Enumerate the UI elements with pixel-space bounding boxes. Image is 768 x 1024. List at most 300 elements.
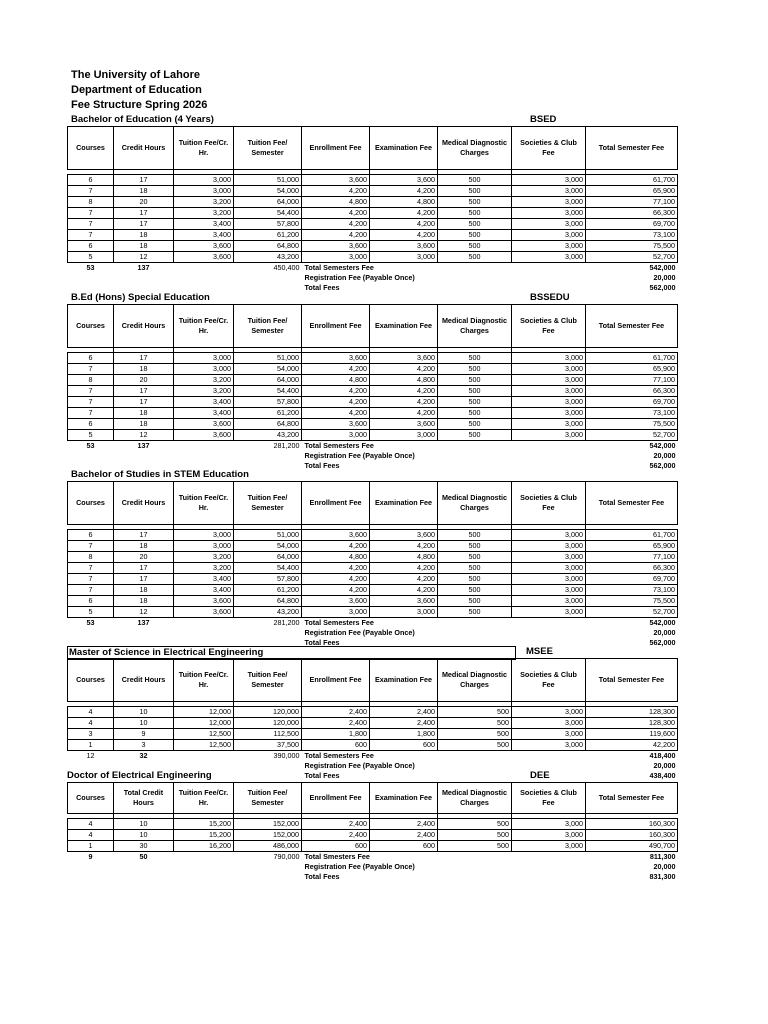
table-header-row <box>68 482 678 525</box>
table-cell: 20 <box>114 197 174 208</box>
table-cell: 3,000 <box>512 197 586 208</box>
table-cell: 2,400 <box>370 819 438 830</box>
table-cell: 4,800 <box>302 552 370 563</box>
table-cell: 43,200 <box>234 607 302 618</box>
table-cell: 64,800 <box>234 241 302 252</box>
table-cell: 8 <box>68 197 114 208</box>
registration-value: 20,000 <box>653 451 676 460</box>
table-cell: 12,500 <box>174 729 234 740</box>
table-row <box>68 397 678 408</box>
table-cell: 3,000 <box>370 607 438 618</box>
table-row <box>68 563 678 574</box>
table-cell: 500 <box>438 740 512 751</box>
table-cell: 17 <box>114 219 174 230</box>
table-cell: 18 <box>114 585 174 596</box>
table-row <box>68 830 678 841</box>
table-cell: 2,400 <box>302 718 370 729</box>
table-row <box>68 729 678 740</box>
registration-label: Registration Fee (Payable Once) <box>304 862 415 871</box>
table-cell: 9 <box>114 729 174 740</box>
table-cell: 500 <box>438 718 512 729</box>
table-cell: 500 <box>438 386 512 397</box>
table-row <box>68 740 678 751</box>
table-cell: 18 <box>114 241 174 252</box>
table-cell: 66,300 <box>586 208 678 219</box>
column-header: Enrollment Fee <box>302 482 370 525</box>
table-cell: 3,000 <box>512 541 586 552</box>
total-credit-hours: 137 <box>137 441 150 450</box>
program-code: BSED <box>530 114 557 125</box>
department-name: Department of Education <box>71 84 202 96</box>
table-row <box>68 186 678 197</box>
table-cell: 4,200 <box>370 574 438 585</box>
table-cell: 4 <box>68 718 114 729</box>
table-cell: 17 <box>114 353 174 364</box>
table-row <box>68 707 678 718</box>
table-cell: 4,200 <box>302 186 370 197</box>
table-cell: 12,500 <box>174 740 234 751</box>
table-cell: 3,200 <box>174 386 234 397</box>
table-cell: 128,300 <box>586 718 678 729</box>
table-cell: 500 <box>438 230 512 241</box>
table-cell: 3,000 <box>512 718 586 729</box>
table-cell: 57,800 <box>234 397 302 408</box>
table-row <box>68 375 678 386</box>
column-header: Tuition Fee/Cr. Hr. <box>174 783 234 814</box>
table-cell: 66,300 <box>586 563 678 574</box>
table-cell: 64,000 <box>234 197 302 208</box>
table-cell: 7 <box>68 585 114 596</box>
table-cell: 18 <box>114 408 174 419</box>
table-row <box>68 241 678 252</box>
table-cell: 4,200 <box>370 208 438 219</box>
table-cell: 3,000 <box>512 386 586 397</box>
table-cell: 6 <box>68 241 114 252</box>
table-row <box>68 386 678 397</box>
table-cell: 51,000 <box>234 530 302 541</box>
table-cell: 4,200 <box>302 219 370 230</box>
table-cell: 6 <box>68 175 114 186</box>
total-credit-hours: 137 <box>137 618 150 627</box>
table-cell: 4,200 <box>370 397 438 408</box>
total-semesters-value: 542,000 <box>649 441 676 450</box>
table-cell: 3,600 <box>370 175 438 186</box>
registration-row <box>68 273 678 283</box>
total-courses: 12 <box>86 751 95 760</box>
table-cell: 4,800 <box>370 552 438 563</box>
column-header: Tuition Fee/ Semester <box>234 305 302 348</box>
table-cell: 15,200 <box>174 819 234 830</box>
column-header: Tuition Fee/Cr. Hr. <box>174 127 234 170</box>
table-cell: 6 <box>68 530 114 541</box>
table-cell: 3,000 <box>512 530 586 541</box>
total-fees-label: Total Fees <box>304 872 340 881</box>
table-cell: 500 <box>438 397 512 408</box>
column-header: Tuition Fee/ Semester <box>234 482 302 525</box>
section-title: Bachelor of Education (4 Years) <box>71 114 214 125</box>
table-cell: 4,800 <box>370 197 438 208</box>
table-cell: 52,700 <box>586 252 678 263</box>
table-cell: 4,200 <box>302 574 370 585</box>
table-cell: 51,000 <box>234 353 302 364</box>
registration-value: 20,000 <box>653 862 676 871</box>
column-header: Credit Hours <box>114 305 174 348</box>
table-cell: 160,300 <box>586 819 678 830</box>
table-cell: 12 <box>114 430 174 441</box>
total-fees-row <box>68 872 678 882</box>
column-header: Courses <box>68 305 114 348</box>
registration-row <box>68 862 678 872</box>
registration-label: Registration Fee (Payable Once) <box>304 761 415 770</box>
table-cell: 4,200 <box>302 386 370 397</box>
total-fees-label: Total Fees <box>304 638 340 647</box>
column-header: Enrollment Fee <box>302 127 370 170</box>
table-cell: 54,400 <box>234 386 302 397</box>
table-cell: 64,000 <box>234 375 302 386</box>
table-cell: 500 <box>438 219 512 230</box>
table-cell: 54,400 <box>234 563 302 574</box>
table-cell: 600 <box>302 740 370 751</box>
total-semesters-value: 542,000 <box>649 263 676 272</box>
program-code: MSEE <box>526 646 553 657</box>
table-row <box>68 819 678 830</box>
table-cell: 7 <box>68 230 114 241</box>
table-cell: 1 <box>68 841 114 852</box>
column-header: Medical Diagnostic Charges <box>438 659 512 702</box>
table-cell: 490,700 <box>586 841 678 852</box>
table-cell: 3,400 <box>174 574 234 585</box>
column-header: Credit Hours <box>114 127 174 170</box>
table-row <box>68 408 678 419</box>
fee-table <box>67 126 678 293</box>
table-cell: 61,200 <box>234 230 302 241</box>
table-cell: 43,200 <box>234 430 302 441</box>
table-cell: 500 <box>438 552 512 563</box>
table-cell: 600 <box>370 740 438 751</box>
table-cell: 3,000 <box>512 819 586 830</box>
table-cell: 18 <box>114 186 174 197</box>
total-fees-value: 831,300 <box>649 872 676 881</box>
table-cell: 4,800 <box>302 375 370 386</box>
column-header: Enrollment Fee <box>302 659 370 702</box>
table-cell: 61,700 <box>586 175 678 186</box>
table-cell: 6 <box>68 419 114 430</box>
table-cell: 500 <box>438 430 512 441</box>
column-header: Examination Fee <box>370 127 438 170</box>
table-cell: 54,000 <box>234 186 302 197</box>
table-cell: 8 <box>68 552 114 563</box>
table-cell: 500 <box>438 707 512 718</box>
section-title: Doctor of Electrical Engineering <box>67 770 212 781</box>
table-cell: 4 <box>68 819 114 830</box>
table-cell: 3,000 <box>512 596 586 607</box>
column-header: Tuition Fee/ Semester <box>234 783 302 814</box>
table-cell: 20 <box>114 375 174 386</box>
table-cell: 7 <box>68 186 114 197</box>
table-cell: 3,200 <box>174 208 234 219</box>
table-row <box>68 353 678 364</box>
table-cell: 128,300 <box>586 707 678 718</box>
total-credit-hours: 137 <box>137 263 150 272</box>
total-semesters-row <box>68 751 678 762</box>
table-cell: 20 <box>114 552 174 563</box>
table-cell: 3,600 <box>174 419 234 430</box>
column-header: Total Semester Fee <box>586 482 678 525</box>
table-row <box>68 197 678 208</box>
registration-value: 20,000 <box>653 273 676 282</box>
table-cell: 54,400 <box>234 208 302 219</box>
table-cell: 500 <box>438 375 512 386</box>
table-cell: 2,400 <box>370 718 438 729</box>
table-cell: 500 <box>438 252 512 263</box>
table-cell: 3,600 <box>302 596 370 607</box>
table-cell: 3,000 <box>512 252 586 263</box>
table-cell: 7 <box>68 397 114 408</box>
column-header: Credit Hours <box>114 482 174 525</box>
registration-label: Registration Fee (Payable Once) <box>304 451 415 460</box>
table-row <box>68 574 678 585</box>
table-cell: 73,100 <box>586 408 678 419</box>
table-cell: 5 <box>68 607 114 618</box>
table-cell: 2,400 <box>370 707 438 718</box>
section-title: B.Ed (Hons) Special Education <box>71 292 210 303</box>
table-cell: 3,600 <box>370 530 438 541</box>
total-semesters-value: 542,000 <box>649 618 676 627</box>
table-row <box>68 596 678 607</box>
table-cell: 1 <box>68 740 114 751</box>
column-header: Examination Fee <box>370 659 438 702</box>
table-cell: 77,100 <box>586 375 678 386</box>
table-cell: 4,200 <box>302 397 370 408</box>
table-cell: 500 <box>438 419 512 430</box>
table-row <box>68 841 678 852</box>
total-semesters-label: Total Semesters Fee <box>304 618 374 627</box>
table-cell: 6 <box>68 596 114 607</box>
registration-label: Registration Fee (Payable Once) <box>304 628 415 637</box>
column-header: Societies & Club Fee <box>512 482 586 525</box>
table-cell: 75,500 <box>586 596 678 607</box>
total-fees-value: 438,400 <box>649 771 676 780</box>
total-semesters-row <box>68 852 678 863</box>
table-cell: 600 <box>302 841 370 852</box>
column-header: Medical Diagnostic Charges <box>438 305 512 348</box>
table-cell: 3,600 <box>370 241 438 252</box>
table-cell: 16,200 <box>174 841 234 852</box>
column-header: Total Credit Hours <box>114 783 174 814</box>
table-cell: 77,100 <box>586 552 678 563</box>
table-cell: 18 <box>114 596 174 607</box>
table-cell: 2,400 <box>370 830 438 841</box>
table-header-row <box>68 783 678 814</box>
column-header: Medical Diagnostic Charges <box>438 783 512 814</box>
table-cell: 3,400 <box>174 219 234 230</box>
table-cell: 3,600 <box>302 353 370 364</box>
table-cell: 3,600 <box>302 241 370 252</box>
table-cell: 69,700 <box>586 397 678 408</box>
program-code: BSSEDU <box>530 292 570 303</box>
table-cell: 500 <box>438 841 512 852</box>
table-cell: 500 <box>438 574 512 585</box>
column-header: Medical Diagnostic Charges <box>438 482 512 525</box>
table-cell: 3,000 <box>512 353 586 364</box>
registration-value: 20,000 <box>653 628 676 637</box>
fee-table <box>67 481 678 648</box>
table-cell: 3,200 <box>174 375 234 386</box>
table-cell: 3,000 <box>302 607 370 618</box>
table-cell: 7 <box>68 219 114 230</box>
table-cell: 3,000 <box>174 175 234 186</box>
table-cell: 7 <box>68 386 114 397</box>
table-cell: 3,000 <box>302 252 370 263</box>
table-cell: 15,200 <box>174 830 234 841</box>
table-cell: 43,200 <box>234 252 302 263</box>
table-cell: 73,100 <box>586 585 678 596</box>
table-cell: 4 <box>68 707 114 718</box>
program-code: DEE <box>530 770 550 781</box>
table-cell: 3,000 <box>512 208 586 219</box>
table-cell: 17 <box>114 397 174 408</box>
total-semesters-value: 811,300 <box>649 852 676 861</box>
table-cell: 69,700 <box>586 219 678 230</box>
table-cell: 4,200 <box>370 219 438 230</box>
total-semesters-value: 418,400 <box>649 751 676 760</box>
table-cell: 3,000 <box>512 186 586 197</box>
table-cell: 3,000 <box>302 430 370 441</box>
table-cell: 4,200 <box>302 230 370 241</box>
table-cell: 10 <box>114 718 174 729</box>
table-row <box>68 208 678 219</box>
column-header: Tuition Fee/ Semester <box>234 659 302 702</box>
table-cell: 17 <box>114 386 174 397</box>
total-courses: 53 <box>86 441 95 450</box>
table-cell: 3 <box>114 740 174 751</box>
table-cell: 5 <box>68 430 114 441</box>
table-cell: 3,000 <box>512 175 586 186</box>
column-header: Enrollment Fee <box>302 783 370 814</box>
section-title: Master of Science in Electrical Engineering <box>67 646 516 660</box>
table-row <box>68 419 678 430</box>
table-cell: 6 <box>68 353 114 364</box>
table-cell: 65,900 <box>586 541 678 552</box>
table-cell: 3,200 <box>174 197 234 208</box>
table-cell: 66,300 <box>586 386 678 397</box>
registration-label: Registration Fee (Payable Once) <box>304 273 415 282</box>
section-title: Bachelor of Studies in STEM Education <box>71 469 249 480</box>
table-cell: 3,000 <box>512 841 586 852</box>
table-cell: 500 <box>438 729 512 740</box>
column-header: Examination Fee <box>370 305 438 348</box>
table-cell: 4,200 <box>302 408 370 419</box>
table-cell: 12,000 <box>174 707 234 718</box>
column-header: Courses <box>68 659 114 702</box>
table-cell: 17 <box>114 574 174 585</box>
table-cell: 500 <box>438 186 512 197</box>
table-cell: 12 <box>114 607 174 618</box>
table-cell: 3,000 <box>512 707 586 718</box>
table-cell: 73,100 <box>586 230 678 241</box>
column-header: Tuition Fee/Cr. Hr. <box>174 659 234 702</box>
table-cell: 17 <box>114 563 174 574</box>
table-cell: 3,000 <box>512 419 586 430</box>
table-cell: 120,000 <box>234 718 302 729</box>
total-fees-label: Total Fees <box>304 771 340 780</box>
table-cell: 600 <box>370 841 438 852</box>
table-cell: 61,700 <box>586 353 678 364</box>
column-header: Tuition Fee/ Semester <box>234 127 302 170</box>
table-header-row <box>68 127 678 170</box>
column-header: Examination Fee <box>370 783 438 814</box>
table-cell: 12 <box>114 252 174 263</box>
table-cell: 17 <box>114 208 174 219</box>
table-cell: 500 <box>438 208 512 219</box>
table-cell: 7 <box>68 563 114 574</box>
total-courses: 53 <box>86 263 95 272</box>
table-cell: 7 <box>68 364 114 375</box>
table-cell: 2,400 <box>302 707 370 718</box>
table-cell: 7 <box>68 541 114 552</box>
total-semesters-row <box>68 263 678 274</box>
table-cell: 3,000 <box>512 408 586 419</box>
table-cell: 3,000 <box>174 353 234 364</box>
table-cell: 64,800 <box>234 596 302 607</box>
table-cell: 3,000 <box>174 530 234 541</box>
column-header: Societies & Club Fee <box>512 783 586 814</box>
column-header: Courses <box>68 482 114 525</box>
table-row <box>68 219 678 230</box>
table-cell: 3,600 <box>370 419 438 430</box>
table-cell: 10 <box>114 819 174 830</box>
table-cell: 30 <box>114 841 174 852</box>
table-cell: 160,300 <box>586 830 678 841</box>
table-cell: 4,200 <box>302 364 370 375</box>
total-courses: 53 <box>86 618 95 627</box>
table-cell: 4,200 <box>302 541 370 552</box>
university-name: The University of Lahore <box>71 69 200 81</box>
table-cell: 3,600 <box>370 596 438 607</box>
table-row <box>68 585 678 596</box>
table-cell: 61,700 <box>586 530 678 541</box>
fee-table <box>67 782 678 882</box>
table-cell: 500 <box>438 364 512 375</box>
table-cell: 77,100 <box>586 197 678 208</box>
table-cell: 1,800 <box>302 729 370 740</box>
table-cell: 18 <box>114 230 174 241</box>
total-tuition: 390,000 <box>273 751 300 760</box>
column-header: Total Semester Fee <box>586 305 678 348</box>
table-cell: 3 <box>68 729 114 740</box>
table-cell: 4,200 <box>302 563 370 574</box>
table-cell: 1,800 <box>370 729 438 740</box>
registration-row <box>68 451 678 461</box>
registration-row <box>68 628 678 638</box>
total-fees-value: 562,000 <box>649 461 676 470</box>
column-header: Societies & Club Fee <box>512 659 586 702</box>
total-semesters-label: Total Semesters Fee <box>304 263 374 272</box>
table-row <box>68 230 678 241</box>
table-cell: 4,200 <box>370 563 438 574</box>
table-cell: 37,500 <box>234 740 302 751</box>
table-cell: 4 <box>68 830 114 841</box>
table-cell: 54,000 <box>234 364 302 375</box>
table-cell: 152,000 <box>234 830 302 841</box>
fee-table <box>67 304 678 471</box>
table-cell: 4,200 <box>302 208 370 219</box>
table-cell: 3,000 <box>174 541 234 552</box>
table-cell: 52,700 <box>586 607 678 618</box>
table-cell: 3,400 <box>174 585 234 596</box>
table-cell: 500 <box>438 819 512 830</box>
registration-value: 20,000 <box>653 761 676 770</box>
